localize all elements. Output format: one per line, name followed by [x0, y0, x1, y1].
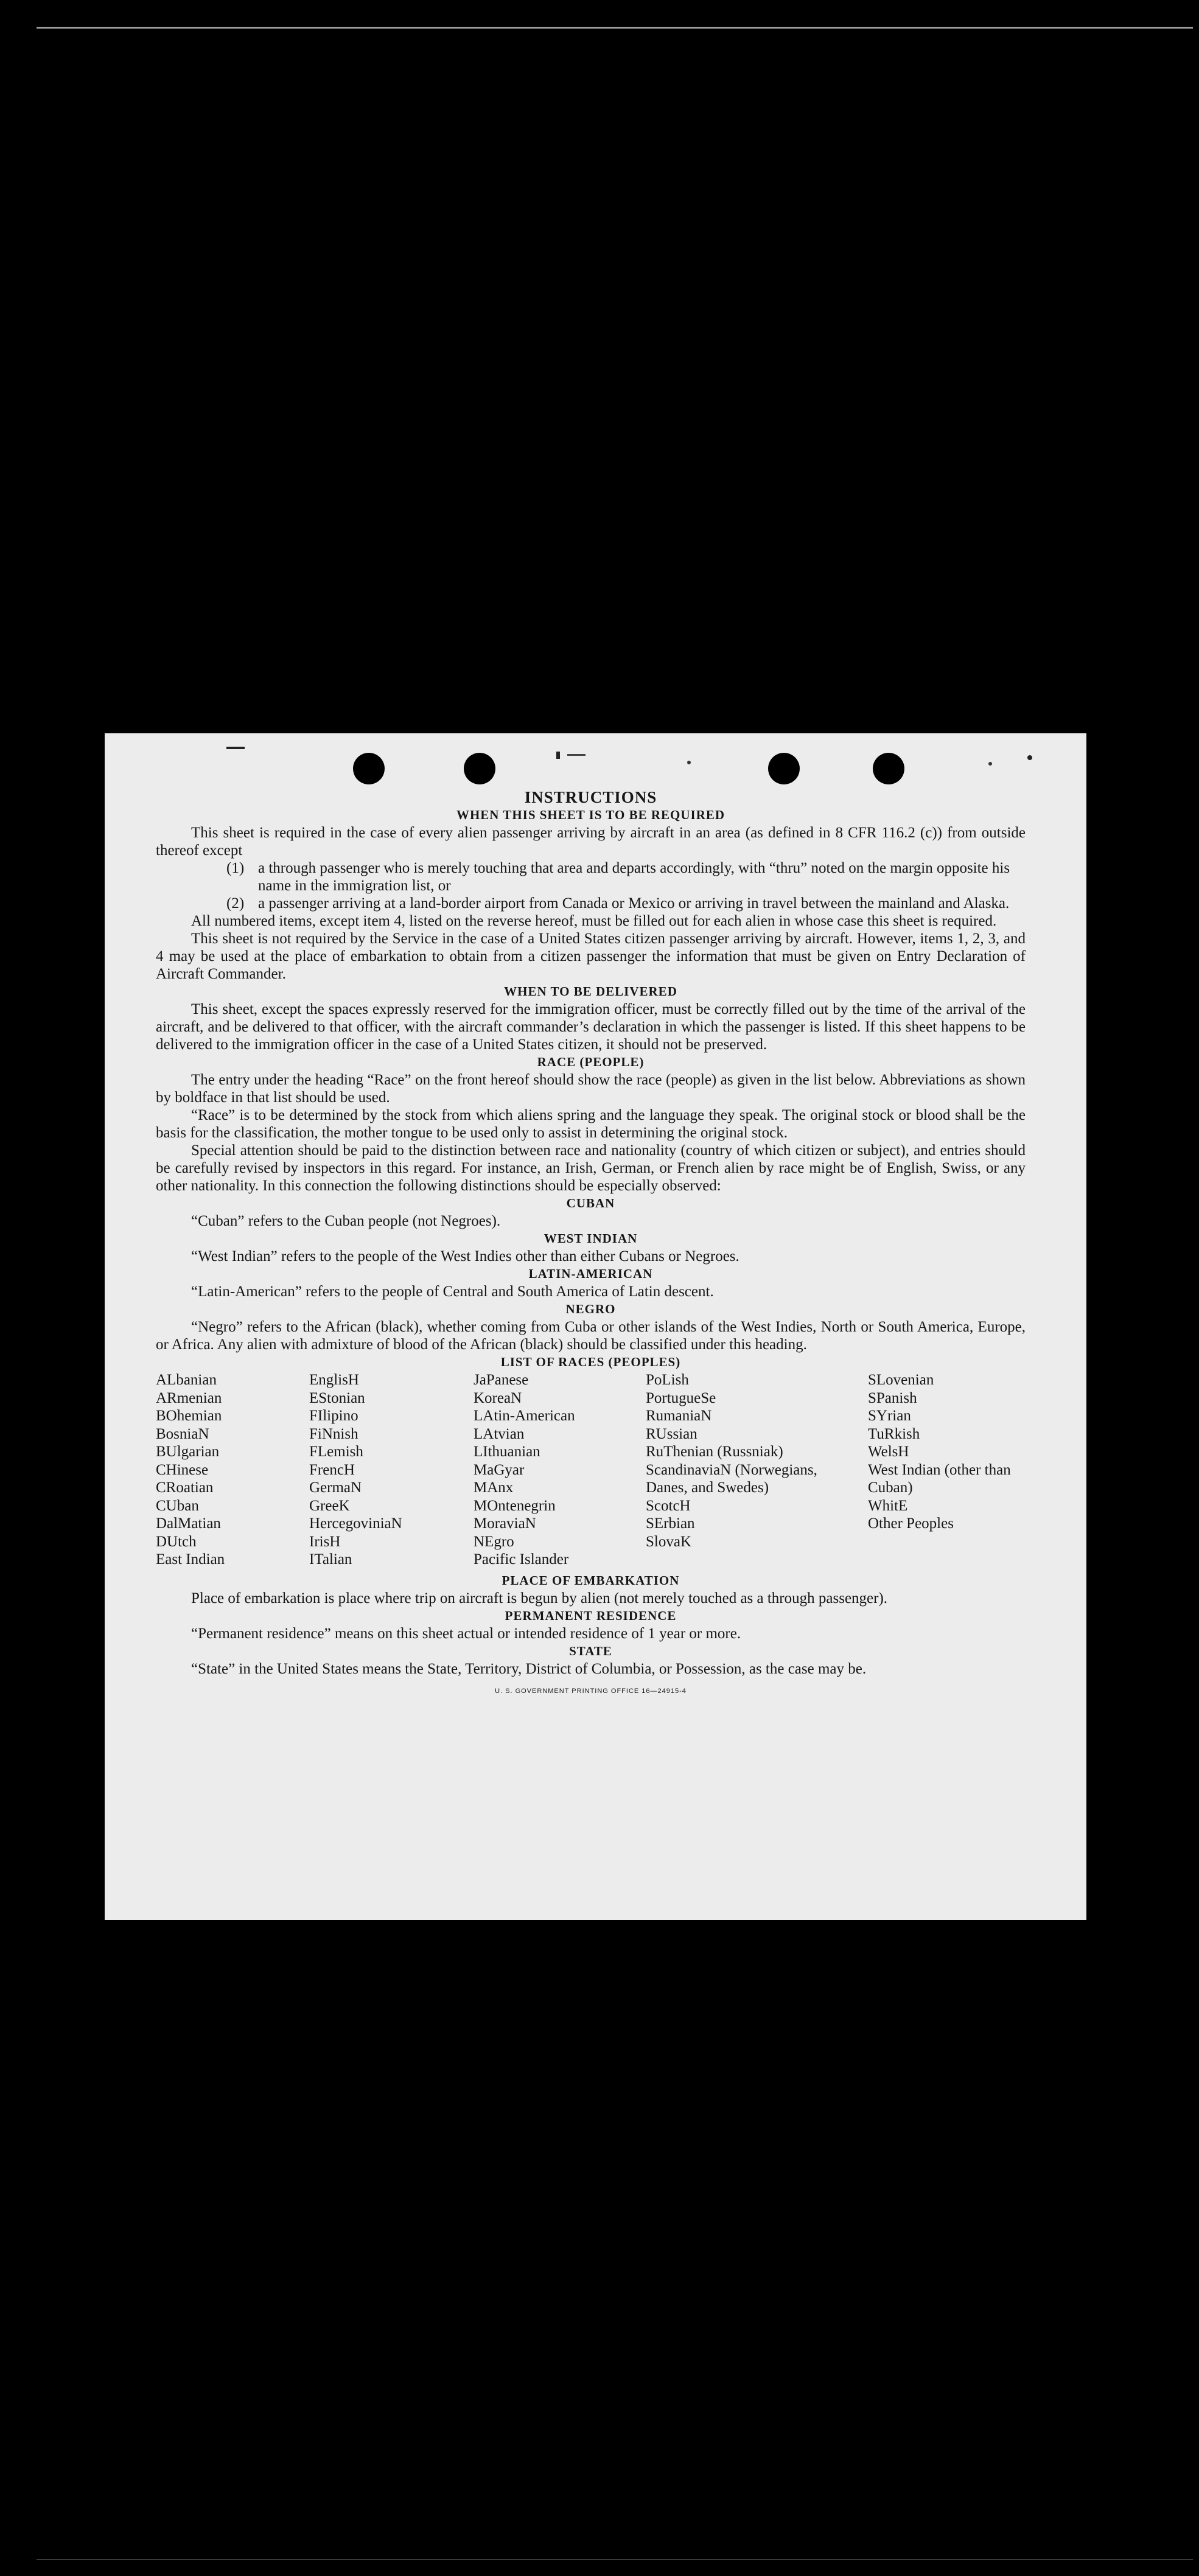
- race-item: PoLish: [646, 1372, 689, 1388]
- heading-when-required: WHEN THIS SHEET IS TO BE REQUIRED: [456, 808, 725, 822]
- race-item: FIlipino: [309, 1408, 358, 1424]
- paragraph: “Permanent residence” means on this sheet actual or intended residence of 1 year or more.: [191, 1625, 741, 1642]
- scan-top-edge: [37, 27, 1193, 29]
- item-text: a passenger arriving at a land-border airport from Canada or Mexico or arriving in travel between the mainland and Alaska.: [258, 895, 1010, 912]
- document-body: [156, 788, 1026, 1700]
- race-item: GermaN: [309, 1479, 362, 1496]
- race-item: MoraviaN: [474, 1515, 536, 1532]
- race-column: [156, 1371, 225, 1569]
- race-item: SLovenian: [868, 1372, 934, 1388]
- race-item: KoreaN: [474, 1389, 522, 1406]
- race-item: SErbian: [646, 1515, 695, 1532]
- paragraph: “Cuban” refers to the Cuban people (not Negroes).: [191, 1213, 501, 1229]
- race-item: PortugueSe: [646, 1389, 716, 1406]
- race-item: SlovaK: [646, 1533, 691, 1550]
- document-title: INSTRUCTIONS: [524, 788, 657, 806]
- race-item: TuRkish: [868, 1425, 920, 1442]
- race-item: LIthuanian: [474, 1443, 540, 1460]
- race-column: [474, 1371, 575, 1569]
- race-item: SPanish: [868, 1389, 917, 1406]
- paragraph: This sheet is required in the case of every alien passenger arriving by aircraft in an area (as defined in 8 CFR 116.2 (c)) from outside thereof except: [156, 825, 1026, 859]
- race-item: NEgro: [474, 1533, 514, 1550]
- race-item: LAtvian: [474, 1425, 525, 1442]
- race-item: RumaniaN: [646, 1408, 712, 1424]
- paragraph: “State” in the United States means the State, Territory, District of Columbia, or Possession, as the case may be.: [191, 1661, 867, 1677]
- race-item: LAtin-American: [474, 1408, 575, 1424]
- race-item: BosniaN: [156, 1425, 209, 1442]
- race-item: FiNnish: [309, 1425, 358, 1442]
- paragraph: This sheet is not required by the Service in the case of a United States citizen passenger arriving by aircraft. However, items 1, 2, 3, and 4 may be used at the place of embarkation to obtain from a citizen passenger the information that must be given on Entry Declaration of Aircraft Commander.: [156, 930, 1026, 982]
- race-item: GreeK: [309, 1497, 350, 1514]
- heading-when-delivered: WHEN TO BE DELIVERED: [504, 984, 677, 999]
- item-text: a through passenger who is merely touching that area and departs accordingly, with “thru” noted on the margin opposite his name in the immigration list, or: [258, 860, 1010, 894]
- race-item: ScotcH: [646, 1497, 691, 1514]
- numbered-item: [156, 859, 1026, 895]
- race-item: MAnx: [474, 1479, 514, 1496]
- race-item: JaPanese: [474, 1372, 529, 1388]
- scan-bottom-edge: [37, 2559, 1193, 2560]
- race-list: [156, 1371, 1026, 1572]
- race-column: [646, 1371, 828, 1551]
- race-item: CUban: [156, 1497, 199, 1514]
- race-item: ARmenian: [156, 1389, 222, 1406]
- numbered-item: [156, 895, 1026, 912]
- race-item: East Indian: [156, 1551, 225, 1568]
- race-item: CHinese: [156, 1461, 209, 1478]
- paragraph: This sheet, except the spaces expressly reserved for the immigration officer, must be correctly filled out by the time of the arrival of the aircraft, and be delivered to that officer, with the aircraft commander’s declaration in which the passenger is listed. If this sheet happens to be delivered to the immigration officer in the case of a United States citizen, it should not be preserved.: [156, 1001, 1026, 1053]
- item-number: (2): [226, 895, 245, 912]
- race-item: FrencH: [309, 1461, 355, 1478]
- race-item: ITalian: [309, 1551, 352, 1568]
- race-item: Other Peoples: [868, 1515, 954, 1532]
- race-item: FLemish: [309, 1443, 363, 1460]
- heading-race: RACE (PEOPLE): [537, 1055, 645, 1069]
- scan-specks: [105, 733, 1086, 806]
- race-item: BOhemian: [156, 1408, 222, 1424]
- race-item: BUlgarian: [156, 1443, 220, 1460]
- race-item: MOntenegrin: [474, 1497, 556, 1514]
- paragraph: “Latin-American” refers to the people of Central and South America of Latin descent.: [191, 1283, 714, 1300]
- race-item: ALbanian: [156, 1372, 217, 1388]
- paragraph: Place of embarkation is place where trip on aircraft is begun by alien (not merely touched as a through passenger).: [191, 1590, 888, 1607]
- race-item: DUtch: [156, 1533, 197, 1550]
- race-item: SYrian: [868, 1408, 911, 1424]
- race-item: MaGyar: [474, 1461, 525, 1478]
- race-item: WhitE: [868, 1497, 908, 1514]
- race-column: [309, 1371, 402, 1569]
- paragraph: “West Indian” refers to the people of the West Indies other than either Cubans or Negroes.: [191, 1248, 739, 1265]
- paragraph: The entry under the heading “Race” on the front hereof should show the race (people) as given in the list below. Abbreviations as shown by boldface in that list should be used.: [156, 1072, 1026, 1106]
- paragraph: “Negro” refers to the African (black), whether coming from Cuba or other islands of the West Indies, North or South America, Europe, or Africa. Any alien with admixture of blood of the African (black) should be classified under this heading.: [156, 1319, 1026, 1353]
- heading-latin-american: LATIN-AMERICAN: [528, 1266, 653, 1281]
- race-item: IrisH: [309, 1533, 341, 1550]
- heading-permanent-residence: PERMANENT RESIDENCE: [505, 1608, 677, 1623]
- heading-cuban: CUBAN: [566, 1196, 615, 1210]
- race-item: ScandinaviaN (Norwegians, Danes, and Swedes): [646, 1461, 817, 1496]
- heading-state: STATE: [569, 1644, 612, 1658]
- paragraph: All numbered items, except item 4, listed on the reverse hereof, must be filled out for each alien in whose case this sheet is required.: [191, 913, 997, 929]
- race-item: HercegoviniaN: [309, 1515, 402, 1532]
- printing-office-imprint: U. S. GOVERNMENT PRINTING OFFICE 16—24915-4: [495, 1688, 687, 1695]
- instruction-sheet: [105, 733, 1086, 1920]
- heading-negro: NEGRO: [565, 1302, 616, 1316]
- item-number: (1): [226, 860, 245, 876]
- race-item: DalMatian: [156, 1515, 221, 1532]
- paragraph: “Race” is to be determined by the stock from which aliens spring and the language they speak. The original stock or blood shall be the basis for the classification, the mother tongue to be used only to assist in determining the original stock.: [156, 1107, 1026, 1141]
- race-column: [868, 1371, 1026, 1533]
- race-item: RuThenian (Russniak): [646, 1443, 783, 1460]
- race-item: WelsH: [868, 1443, 909, 1460]
- heading-place-of-embarkation: PLACE OF EMBARKATION: [502, 1573, 680, 1588]
- race-item: Pacific Islander: [474, 1551, 569, 1568]
- race-item: RUssian: [646, 1425, 697, 1442]
- race-item: EnglisH: [309, 1372, 359, 1388]
- race-item: EStonian: [309, 1389, 365, 1406]
- heading-list-of-races: LIST OF RACES (PEOPLES): [500, 1355, 681, 1369]
- race-item: West Indian (other than Cuban): [868, 1461, 1011, 1496]
- race-item: CRoatian: [156, 1479, 214, 1496]
- heading-west-indian: WEST INDIAN: [544, 1231, 638, 1246]
- paragraph: Special attention should be paid to the distinction between race and nationality (country of which citizen or subject), and entries should be carefully revised by inspectors in this regard. For instance, an Irish, German, or French alien by race might be of English, Swiss, or any other nationality. In this connection the following distinctions should be especially observed:: [156, 1142, 1026, 1194]
